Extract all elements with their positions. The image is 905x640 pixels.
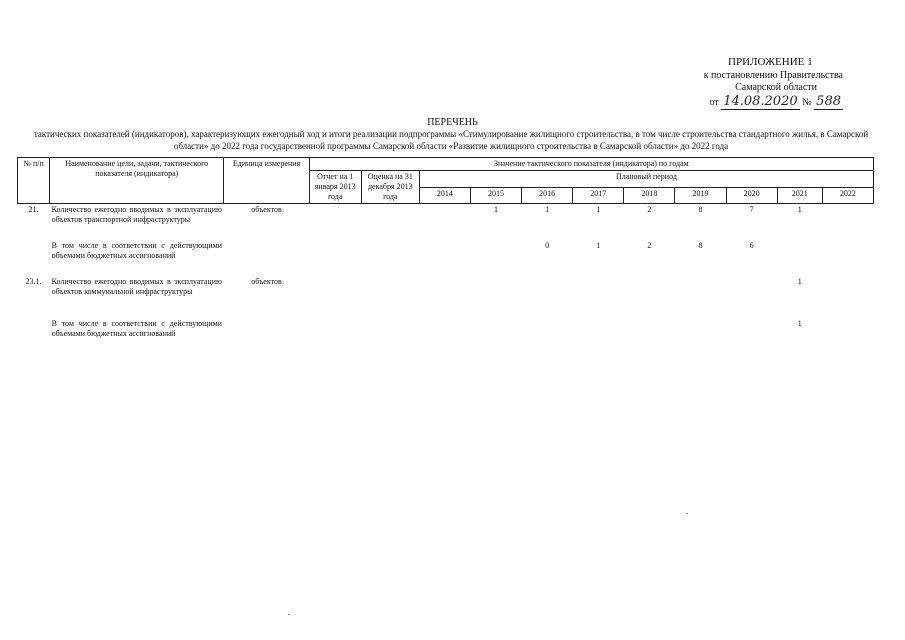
table-row: [18, 204, 874, 227]
handwritten-number: 588: [816, 94, 841, 109]
row-unit: объектов: [251, 205, 282, 214]
spacer-row: [18, 298, 874, 318]
cell-2019: 8: [698, 241, 703, 250]
cell-2014: [419, 204, 470, 227]
cell-2018: 2: [647, 205, 652, 214]
row-name: В том числе в соответствии с действующими объемами бюджетных ассигнований: [51, 319, 222, 338]
scan-speck: [288, 614, 290, 615]
cell-2021: [777, 240, 822, 262]
row-num: [18, 240, 50, 262]
cell-2014: [419, 318, 470, 340]
indicators-table: [17, 157, 874, 340]
header-report: Отчет на 1 января 2013 года: [309, 171, 361, 204]
cell-2014: [419, 276, 470, 298]
row-name: Количество ежегодно вводимых в эксплуатацию объектов транспортной инфраструктуры: [51, 205, 222, 224]
cell-estimate: [361, 318, 419, 340]
header-year: 2020: [726, 187, 777, 204]
appendix-block: [704, 56, 843, 109]
cell-report: [309, 204, 361, 227]
header-year: 2016: [522, 187, 573, 204]
header-year: 2015: [470, 187, 521, 204]
header-year: 2022: [822, 187, 873, 204]
cell-2015: [470, 240, 521, 262]
row-name: Количество ежегодно вводимых в эксплуатацию объектов коммунальной инфраструктуры: [51, 277, 222, 296]
cell-2015: 1: [494, 205, 499, 214]
cell-2021: 1: [797, 205, 802, 214]
header-value-group: Значение тактического показателя (индикатора) по годам: [309, 158, 873, 171]
spacer-row: [18, 226, 874, 240]
cell-report: [309, 240, 361, 262]
cell-2022: [822, 240, 873, 262]
header-year: 2018: [624, 187, 675, 204]
appendix-title: ПРИЛОЖЕНИЕ 1: [728, 56, 813, 68]
cell-2021: 1: [797, 319, 802, 328]
handwritten-date: 14.08.2020: [723, 94, 798, 109]
cell-2016: [522, 318, 573, 340]
table-row: [18, 240, 874, 262]
cell-2019: [675, 318, 726, 340]
cell-2020: 6: [749, 241, 754, 250]
cell-2022: [822, 318, 873, 340]
table-header: [18, 158, 874, 204]
cell-2016: 0: [545, 241, 550, 250]
cell-2019: 8: [698, 205, 703, 214]
header-year: 2014: [419, 187, 470, 204]
appendix-line2: Самарской области: [735, 82, 817, 93]
header-name: Наименование цели, задачи, тактического показателя (индикатора): [50, 158, 224, 204]
header-plan: Плановый период: [419, 171, 873, 188]
row-num: 21.: [28, 205, 39, 214]
row-name: В том числе в соответствии с действующими объемами бюджетных ассигнований: [51, 241, 222, 260]
row-unit: [224, 318, 309, 340]
cell-2015: [470, 276, 521, 298]
appendix-date-line: [704, 96, 843, 109]
cell-2014: [419, 240, 470, 262]
header-estimate: Оценка на 31 декабря 2013 года: [361, 171, 419, 204]
cell-estimate: [361, 204, 419, 227]
cell-2018: [624, 318, 675, 340]
cell-2020: [726, 318, 777, 340]
cell-2016: [522, 276, 573, 298]
header-num: № п/п: [18, 158, 50, 204]
header-year: 2021: [777, 187, 822, 204]
cell-2022: [822, 204, 873, 227]
cell-estimate: [361, 276, 419, 298]
cell-2018: [624, 276, 675, 298]
row-unit: объектов: [251, 277, 282, 286]
document-subtitle: тактических показателей (индикаторов), характеризующих ежегодный ход и итоги реализации подпрограммы «Стимулирование жилищного строительства, в том числе строительства стандартного жилья, в Самарской области» до 2022 года государственной программы Самарской области «Развитие жилищного строительства в Самарской области» до 2022 года: [33, 129, 869, 151]
row-num: [18, 318, 50, 340]
header-year: 2017: [573, 187, 624, 204]
cell-2017: [573, 318, 624, 340]
header-unit: Единица измерения: [224, 158, 309, 204]
cell-2018: 2: [647, 241, 652, 250]
cell-2017: 1: [596, 241, 601, 250]
spacer-row: [18, 262, 874, 276]
scan-speck: [686, 513, 688, 514]
cell-2021: 1: [797, 277, 802, 286]
table-row: [18, 276, 874, 298]
cell-report: [309, 318, 361, 340]
cell-2015: [470, 318, 521, 340]
cell-2020: [726, 276, 777, 298]
row-unit: [224, 240, 309, 262]
from-label: от: [709, 97, 719, 108]
cell-2017: 1: [596, 205, 601, 214]
row-num: 23.1.: [25, 277, 42, 286]
cell-2016: 1: [545, 205, 550, 214]
cell-2020: 7: [749, 205, 754, 214]
cell-2022: [822, 276, 873, 298]
cell-2017: [573, 276, 624, 298]
header-year: 2019: [675, 187, 726, 204]
cell-2019: [675, 276, 726, 298]
document-title: ПЕРЕЧЕНЬ: [427, 117, 478, 128]
cell-report: [309, 276, 361, 298]
number-label: №: [802, 97, 812, 108]
appendix-line1: к постановлению Правительства: [703, 70, 843, 81]
cell-estimate: [361, 240, 419, 262]
table-row: [18, 318, 874, 340]
